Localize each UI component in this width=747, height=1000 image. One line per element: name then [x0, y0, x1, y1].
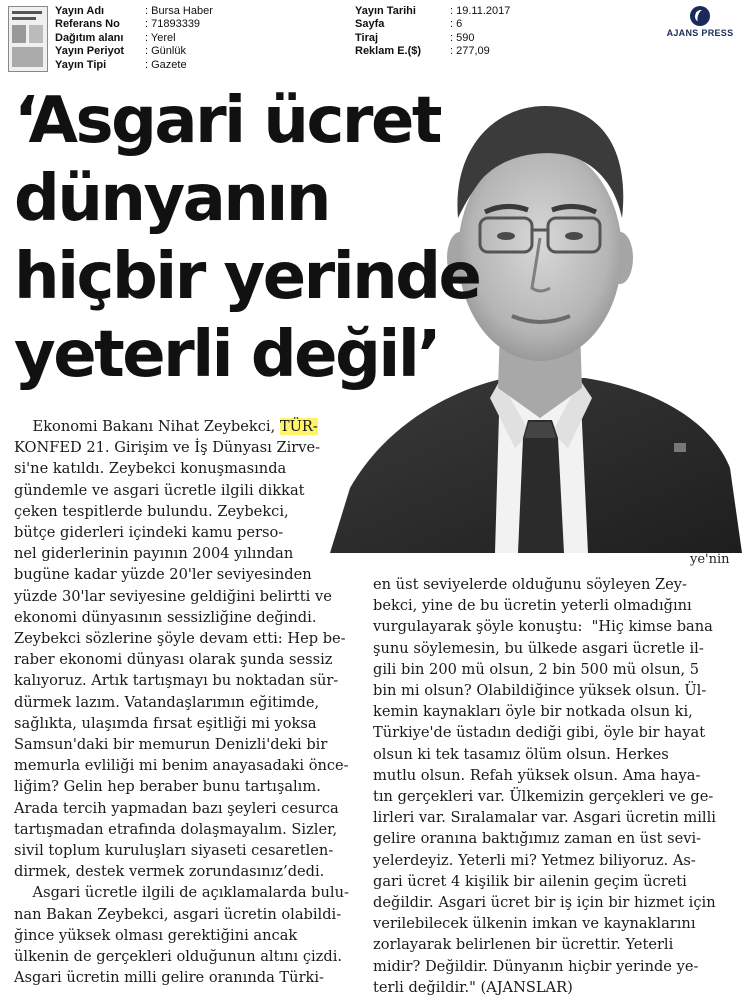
paragraph-line: gelire oranına baktığımız zaman en üst sevi- [373, 830, 702, 848]
paragraph-line: tartışmadan etrafında dolaşmayalım. Sizler, [14, 820, 338, 838]
ajans-press-logo [660, 6, 740, 38]
meta-label: Reklam E.($) [355, 45, 422, 58]
meta-label: Yayın Periyot [55, 45, 125, 58]
meta-value: : Günlük [145, 45, 186, 58]
paragraph-line: si'ne katıldı. Zeybekci konuşmasında [14, 460, 287, 478]
meta-label: Yayın Tipi [55, 58, 107, 71]
meta-value: : 277,09 [450, 45, 490, 58]
meta-label: Yayın Tarihi [355, 5, 416, 17]
thumbnail-block [12, 25, 26, 43]
paragraph-line: liğim? Gelin hep beraber bunu tartışalım. [14, 778, 321, 796]
paragraph-line: Asgari ücretle ilgili de açıklamalarda bulu- [14, 884, 349, 902]
meta-value: : 19.11.2017 [450, 5, 511, 17]
paragraph-line: yelerdeyiz. Yeterli mi? Yetmez biliyoruz. As- [373, 851, 696, 869]
headline-line: hiçbir yerinde [14, 240, 480, 314]
paragraph-line: kemin kaynakları öyle bir notkada olsun ki, [373, 703, 693, 721]
logo-text: AJANS PRESS [666, 28, 734, 38]
meta-value: : Gazete [145, 58, 187, 71]
paragraph-line: tın gerçekleri var. Ülkemizin gerçekleri ve ge- [373, 788, 714, 806]
paragraph-line: memurla evliliği mi benim anayasadaki önce- [14, 757, 349, 775]
paragraph-line [14, 416, 364, 437]
paragraph-line: terli değildir." (AJANSLAR) [373, 978, 573, 996]
page-thumbnail[interactable] [8, 6, 48, 72]
paragraph-line: midir? Değildir. Dünyanın hiçbir yerinde ye- [373, 957, 699, 975]
paragraph-line: yüzde 30'lar seviyesine geldiğini belirtti ve [14, 587, 332, 605]
paragraph-line: bütçe giderleri içindeki kamu perso- [14, 524, 284, 542]
highlighted-term: TÜR- [279, 418, 318, 435]
meta-label: Tiraj [355, 31, 379, 44]
paragraph-line: dirmek, destek vermek zorundasınız’dedi. [14, 863, 325, 881]
paragraph-line: ye'nin [690, 552, 730, 567]
meta-label: Referans No [55, 18, 120, 31]
paragraph-line: KONFED 21. Girişim ve İş Dünyası Zirve- [14, 439, 321, 457]
headline-line: dünyanın [14, 162, 329, 236]
paragraph-line: sağlıkta, ulaşımda fırsat eşitliği mi yoksa [14, 714, 317, 732]
meta-value: : Bursa Haber [145, 5, 213, 17]
meta-label: Sayfa [355, 18, 385, 31]
paragraph-line: Türkiye'de üstadın dediği gibi, öyle bir hayat [373, 724, 706, 742]
meta-label: Dağıtım alanı [55, 31, 124, 44]
paragraph-line: ülkenin de gerçekleri olduğunun altını çizdi. [14, 948, 343, 966]
meta-value: : Yerel [145, 31, 176, 44]
paragraph-line: değildir. Asgari ücret bir iş için bir hizmet için [373, 894, 716, 912]
paragraph-line: ğince yüksek olması gerektiğini ancak [14, 926, 298, 944]
clipping-header [0, 0, 747, 76]
paragraph-line: nan Bakan Zeybekci, asgari ücretin olabildi- [14, 905, 342, 923]
meta-label: Yayın Adı [55, 5, 105, 17]
meta-value: : 590 [450, 31, 475, 44]
paragraph-line: zorlayarak belirlenen bir ücrettir. Yeterli [373, 936, 674, 954]
paragraph-line: çeken tespitlerde bulundu. Zeybekci, [14, 502, 289, 520]
article-column-2 [373, 574, 743, 998]
headline-line: yeterli değil’ [14, 318, 440, 392]
thumbnail-line [12, 11, 42, 14]
paragraph-line: şunu söylemesin, bu ülkede asgari ücretle il- [373, 639, 704, 657]
text-span: Ekonomi Bakanı Nihat Zeybekci, [14, 418, 280, 435]
paragraph-line: verilebilecek ülkenin imkan ve kaynaklarını [373, 915, 696, 933]
paragraph-line: Samsun'daki bir memurun Denizli'deki bir [14, 736, 328, 754]
meta-value: : 6 [450, 18, 463, 31]
paragraph-line: ekonomi dünyasının sessizliğine değindi. [14, 608, 317, 626]
thumbnail-block [12, 47, 43, 67]
paragraph-line: gari ücret 4 kişilik bir ailenin geçim ücreti [373, 872, 687, 890]
paragraph-line: lirleri var. Sıralamalar var. Asgari ücretin milli [373, 809, 716, 827]
thumbnail-line [12, 17, 36, 20]
paragraph-line: bugüne kadar yüzde 20'ler seviyesinden [14, 566, 312, 584]
headline-line: ‘Asgari ücret [14, 84, 440, 158]
headline [14, 82, 514, 394]
paragraph-line: sivil toplum kuruluşları siyaseti cesaretlen- [14, 842, 334, 860]
paragraph-line: en üst seviyelerde olduğunu söyleyen Zey- [373, 576, 687, 593]
paragraph-line: vurgulayarak şöyle konuştu: "Hiç kimse bana [373, 618, 713, 636]
paragraph-line: kalıyoruz. Artık tartışmayı bu noktadan sür- [14, 672, 339, 690]
logo-mark-icon [690, 6, 710, 26]
article-column-1 [14, 416, 364, 988]
paragraph-line: Asgari ücretin milli gelire oranında Türki- [14, 969, 324, 987]
paragraph-line: gündemle ve asgari ücretle ilgili dikkat [14, 481, 305, 499]
meta-value: : 71893339 [145, 18, 201, 31]
paragraph-line: nel giderlerinin payının 2004 yılından [14, 545, 294, 563]
paragraph-line: raber ekonomi dünyası olarak şunda sessiz [14, 651, 333, 669]
paragraph-line: olsun ki tek tasamız ölüm olsun. Herkes [373, 745, 669, 763]
paragraph-line: gili bin 200 mü olsun, 2 bin 500 mü olsun, 5 [373, 660, 700, 678]
paragraph-line: Arada tercih yapmadan bazı şeyleri cesurca [14, 799, 339, 817]
paragraph-line: bin mi olsun? Olabildiğince yüksek olsun. Ül- [373, 682, 707, 700]
thumbnail-block [29, 25, 43, 43]
paragraph-line: mutlu olsun. Refah yüksek olsun. Ama haya- [373, 766, 701, 784]
paragraph-line: dürmek lazım. Vatandaşlarımın eğitimde, [14, 693, 320, 711]
paragraph-line: Zeybekci sözlerine şöyle devam etti: Hep be- [14, 630, 346, 648]
paragraph-line: bekci, yine de bu ücretin yeterli olmadığını [373, 597, 692, 615]
